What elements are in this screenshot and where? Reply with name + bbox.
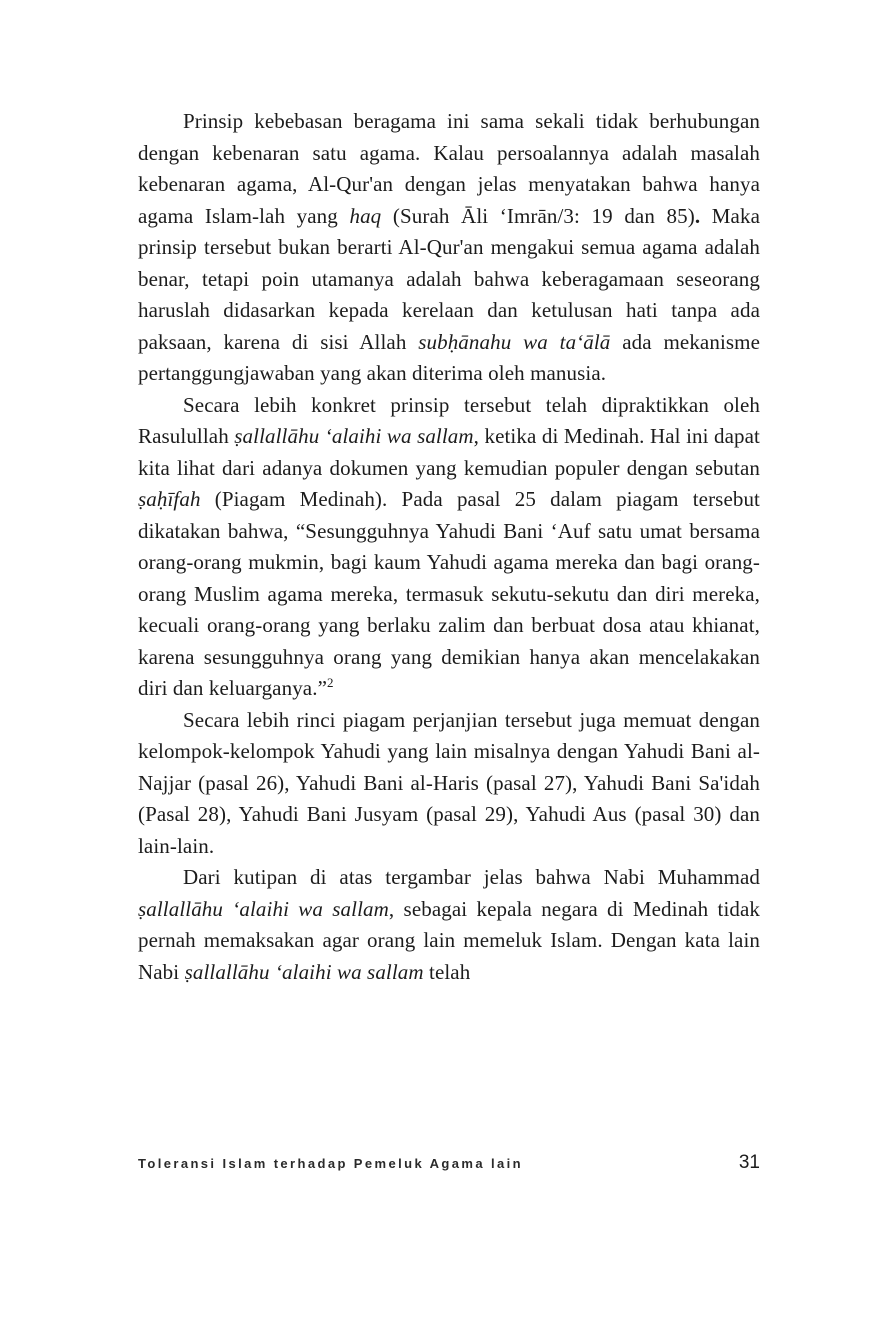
text-run: (Piagam Medinah). Pada pasal 25 dalam piagam tersebut dikatakan bahwa, “Sesungguhnya Yahudi Bani ‘Auf satu umat bersama orang-orang mukmin, bagi kaum Yahudi agama mereka dan bagi orang-orang Muslim agama mereka, termasuk sekutu-sekutu dan diri mereka, kecuali orang-orang yang berlaku zalim dan berbuat dosa atau khianat, karena sesungguhnya orang yang demikian hanya akan mencelakakan diri dan keluarganya.” <box>138 487 760 700</box>
italic-run: subḥānahu wa ta‘ālā <box>418 329 611 354</box>
italic-run: ṣallallāhu ‘alaihi wa sallam <box>234 424 474 448</box>
italic-run: ṣallallāhu ‘alaihi wa sallam <box>138 896 389 921</box>
text-run: Secara lebih rinci piagam perjanjian tersebut juga memuat dengan kelompok-kelompok Yahudi yang lain misalnya dengan Yahudi Bani al-Najjar (pasal 26), Yahudi Bani al-Haris (pasal 27), Yahudi Bani Sa'idah (Pasal 28), Yahudi Bani Jusyam (pasal 29), Yahudi Aus (pasal 30) dan lain-lain. <box>138 707 760 858</box>
italic-run: ṣallallāhu ‘alaihi wa sallam <box>184 959 424 984</box>
text-run: Secara lebih konkret prinsip tersebut telah dipraktikkan oleh Rasulullah <box>138 392 760 448</box>
text-run: Prinsip kebebasan beragama ini sama sekali tidak berhubungan dengan kebenaran satu agama. Kalau persoalannya adalah masalah kebenaran agama, Al-Qur'an dengan jelas menyatakan bahwa hanya agama Islam-lah yang <box>138 109 760 228</box>
italic-run: ṣaḥīfah <box>138 487 201 511</box>
paragraph-2 <box>138 390 760 705</box>
text-block <box>138 106 760 988</box>
footnote-reference: 2 <box>327 675 334 690</box>
text-run: telah <box>423 959 471 984</box>
running-title: Toleransi Islam terhadap Pemeluk Agama lain <box>138 1156 523 1171</box>
paragraph-4 <box>138 862 760 988</box>
italic-run: haq <box>349 203 382 228</box>
text-run: Dari kutipan di atas tergambar jelas bahwa Nabi Muhammad <box>183 865 760 889</box>
text-run: (Surah Āli ‘Imrān/3: 19 dan 85) <box>381 203 695 228</box>
text-run: , sebagai kepala negara di Medinah tidak pernah memaksakan agar orang lain memeluk Islam. Dengan kata lain Nabi <box>138 896 760 984</box>
text-run: , ketika di Medinah. Hal ini dapat kita lihat dari adanya dokumen yang kemudian populer dengan sebutan <box>138 424 760 480</box>
page-footer <box>138 1152 760 1174</box>
page-number: 31 <box>738 1152 760 1173</box>
paragraph-3 <box>138 705 760 863</box>
text-run: . <box>694 203 701 228</box>
text-run: Maka prinsip tersebut bukan berarti Al-Qur'an mengakui semua agama adalah benar, tetapi poin utamanya adalah bahwa keberagamaan seseorang haruslah didasarkan kepada kerelaan dan ketulusan hati tanpa ada paksaan, karena di sisi Allah <box>138 203 760 354</box>
text-run: ada mekanisme pertanggungjawaban yang akan diterima oleh manusia. <box>138 329 761 385</box>
paragraph-1 <box>138 106 760 390</box>
